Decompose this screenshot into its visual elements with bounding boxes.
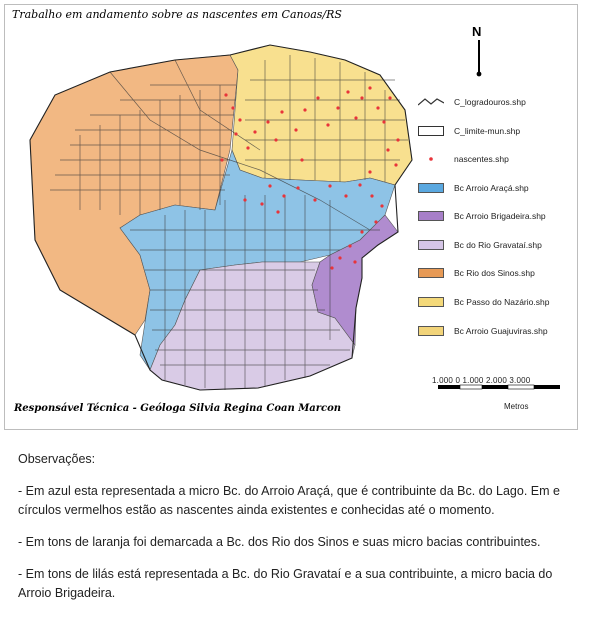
legend-item-limite-mun (418, 124, 520, 138)
scale-unit: Metros (504, 402, 529, 411)
legend-item-logradouros (418, 95, 526, 109)
legend-item-gravatai (418, 238, 542, 252)
fill-symbol-icon (418, 211, 444, 221)
fill-symbol-icon (418, 297, 444, 307)
scale-bar (438, 385, 560, 389)
observation-paragraph: - Em tons de lilás está representada a Bc. do Rio Gravataí e a sua contribuinte, a micro bacia do Arroio Brigadeira. (18, 567, 553, 600)
north-label: N (472, 24, 482, 39)
legend-label: C_limite-mun.shp (454, 126, 521, 136)
legend-item-guajuviras (418, 324, 548, 338)
legend-label: nascentes.shp (454, 154, 509, 164)
legend-label: Bc Passo do Nazário.shp (454, 297, 550, 307)
observations (18, 450, 584, 616)
legend-label: Bc Arroio Brigadeira.shp (454, 211, 546, 221)
legend-item-brigadeira (418, 209, 546, 223)
fill-symbol-icon (418, 240, 444, 250)
legend-label: Bc Rio dos Sinos.shp (454, 268, 535, 278)
legend-label: Bc Arroio Guajuviras.shp (454, 326, 548, 336)
observation-paragraph: - Em tons de laranja foi demarcada a Bc. dos Rio dos Sinos e suas micro bacias contribuintes. (18, 535, 541, 549)
fill-symbol-icon (418, 326, 444, 336)
north-arrow (477, 40, 482, 76)
map-title: Trabalho em andamento sobre as nascentes em Canoas/RS (12, 8, 342, 21)
observation-paragraph: - Em azul esta representada a micro Bc. do Arroio Araçá, que é contribuinte da Bc. do Lago. Em e círculos vermelhos estão as nascentes ainda existentes e conhecidas até o momento. (18, 484, 560, 517)
line-symbol-icon (418, 97, 444, 107)
fill-symbol-icon (418, 268, 444, 278)
legend-item-sinos (418, 266, 535, 280)
outline-symbol-icon (418, 126, 444, 136)
legend-item-nascentes (418, 152, 509, 166)
legend-label: Bc Arroio Araçá.shp (454, 183, 529, 193)
legend-item-nazario (418, 295, 549, 309)
fill-symbol-icon (418, 183, 444, 193)
legend-item-araca (418, 181, 529, 195)
dot-symbol-icon (418, 154, 444, 164)
legend-label: C_logradouros.shp (454, 97, 526, 107)
observations-heading: Observações: (18, 452, 96, 466)
scale-tick-labels: 1.000 0 1.000 2.000 3.000 (432, 376, 531, 385)
map-credit: Responsável Técnica - Geóloga Silvia Regina Coan Marcon (14, 403, 342, 414)
legend-label: Bc do Rio Gravataí.shp (454, 240, 542, 250)
